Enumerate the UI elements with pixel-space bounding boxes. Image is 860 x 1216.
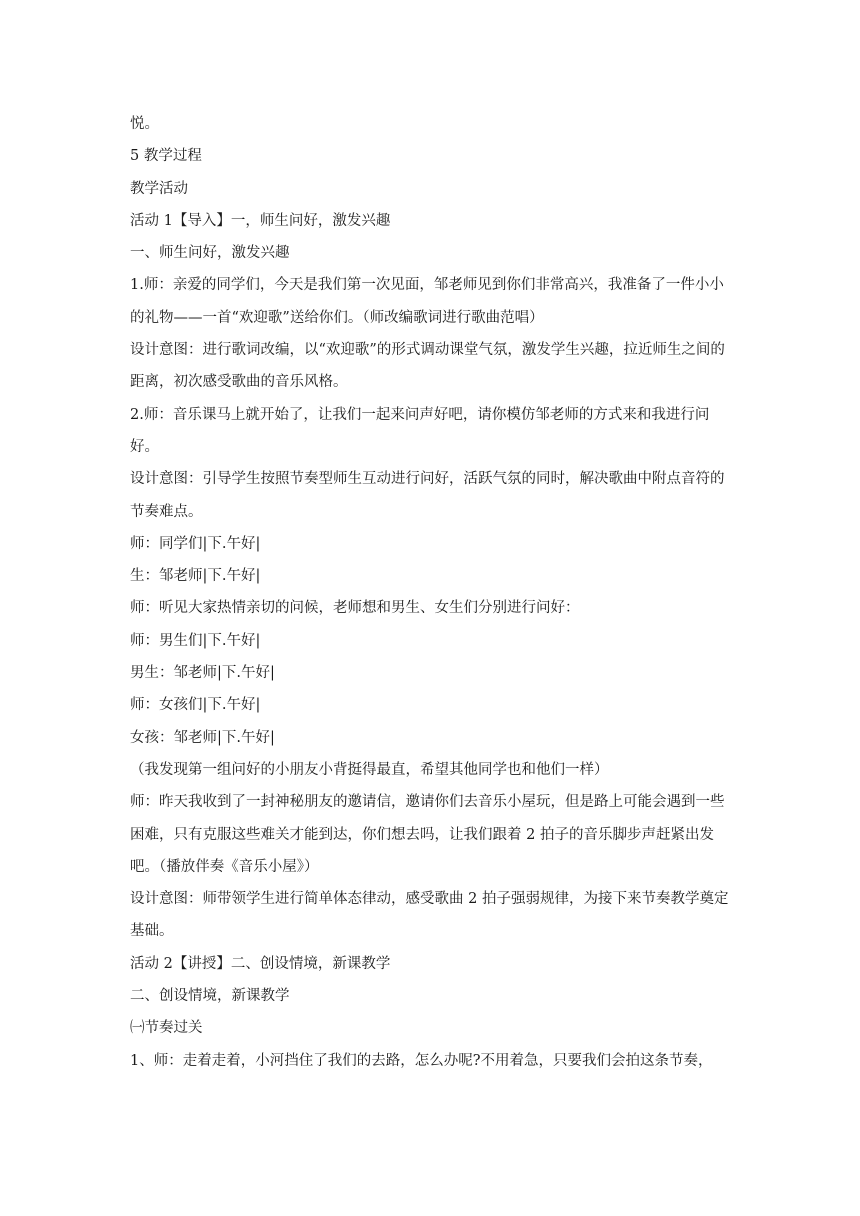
dialogue-line: 女孩：邹老师|下.午好| [130,729,275,746]
paragraph-continuation: 悦。 [130,116,159,132]
paragraph-river-scenario: 1、师：走着走着，小河挡住了我们的去路，怎么办呢?不用着急，只要我们会拍这条节奏， [130,1052,713,1069]
section-two-heading: 二、创设情境，新课教学 [130,988,290,1005]
dialogue-line: 师：同学们|下.午好| [130,535,261,552]
dialogue-line: 男生：邹老师|下.午好| [130,665,275,682]
dialogue-line: 生：邹老师|下.午好| [130,568,261,585]
activity-2-heading: 活动 2【讲授】二、创设情境，新课教学 [130,955,391,972]
dialogue-line: 师：听见大家热情亲切的问候，老师想和男生、女生们分别进行问好： [130,600,580,617]
paragraph-design-intent-1: 设计意图：进行歌词改编，以“欢迎歌”的形式调动课堂气氛，激发学生兴趣，拉近师生之间的距离，初次感受歌曲的音乐风格。 [130,342,725,391]
activity-1-heading: 活动 1【导入】一，师生问好，激发兴趣 [130,212,391,229]
paragraph-design-intent-3: 设计意图：师带领学生进行简单体态律动，感受歌曲 2 拍子强弱规律，为接下来节奏教学奠定基础。 [130,891,729,940]
dialogue-line: 师：男生们|下.午好| [130,632,261,649]
dialogue-line: 师：女孩们|下.午好| [130,697,261,714]
paragraph-design-intent-2: 设计意图：引导学生按照节奏型师生互动进行问好，活跃气氛的同时，解决歌曲中附点音符的节奏难点。 [130,471,725,520]
paragraph-invitation-story: 师：昨天我收到了一封神秘朋友的邀请信，邀请你们去音乐小屋玩，但是路上可能会遇到一些困难，只有克服这些难关才能到达，你们想去吗，让我们跟着 2 拍子的音乐脚步声赶紧出发吧。（播放伴奏《音乐小屋》） [130,794,725,875]
document-body [130,108,736,1077]
paragraph-aside-note: （我发现第一组问好的小朋友小背挺得最直，希望其他同学也和他们一样） [130,761,609,778]
subsection-rhythm-heading: ㈠节奏过关 [130,1020,203,1037]
section-one-heading: 一、师生问好，激发兴趣 [130,245,290,262]
section-heading-teaching-process: 5 教学过程 [130,148,202,165]
subheading-teaching-activities: 教学活动 [130,180,188,197]
paragraph-teacher-instruction-2: 2.师：音乐课马上就开始了，让我们一起来问声好吧，请你模仿邹老师的方式来和我进行问好。 [130,406,710,455]
paragraph-teacher-greeting: 1.师：亲爱的同学们，今天是我们第一次见面，邹老师见到你们非常高兴，我准备了一件小小的礼物——一首“欢迎歌”送给你们。（师改编歌词进行歌曲范唱） [130,277,724,326]
